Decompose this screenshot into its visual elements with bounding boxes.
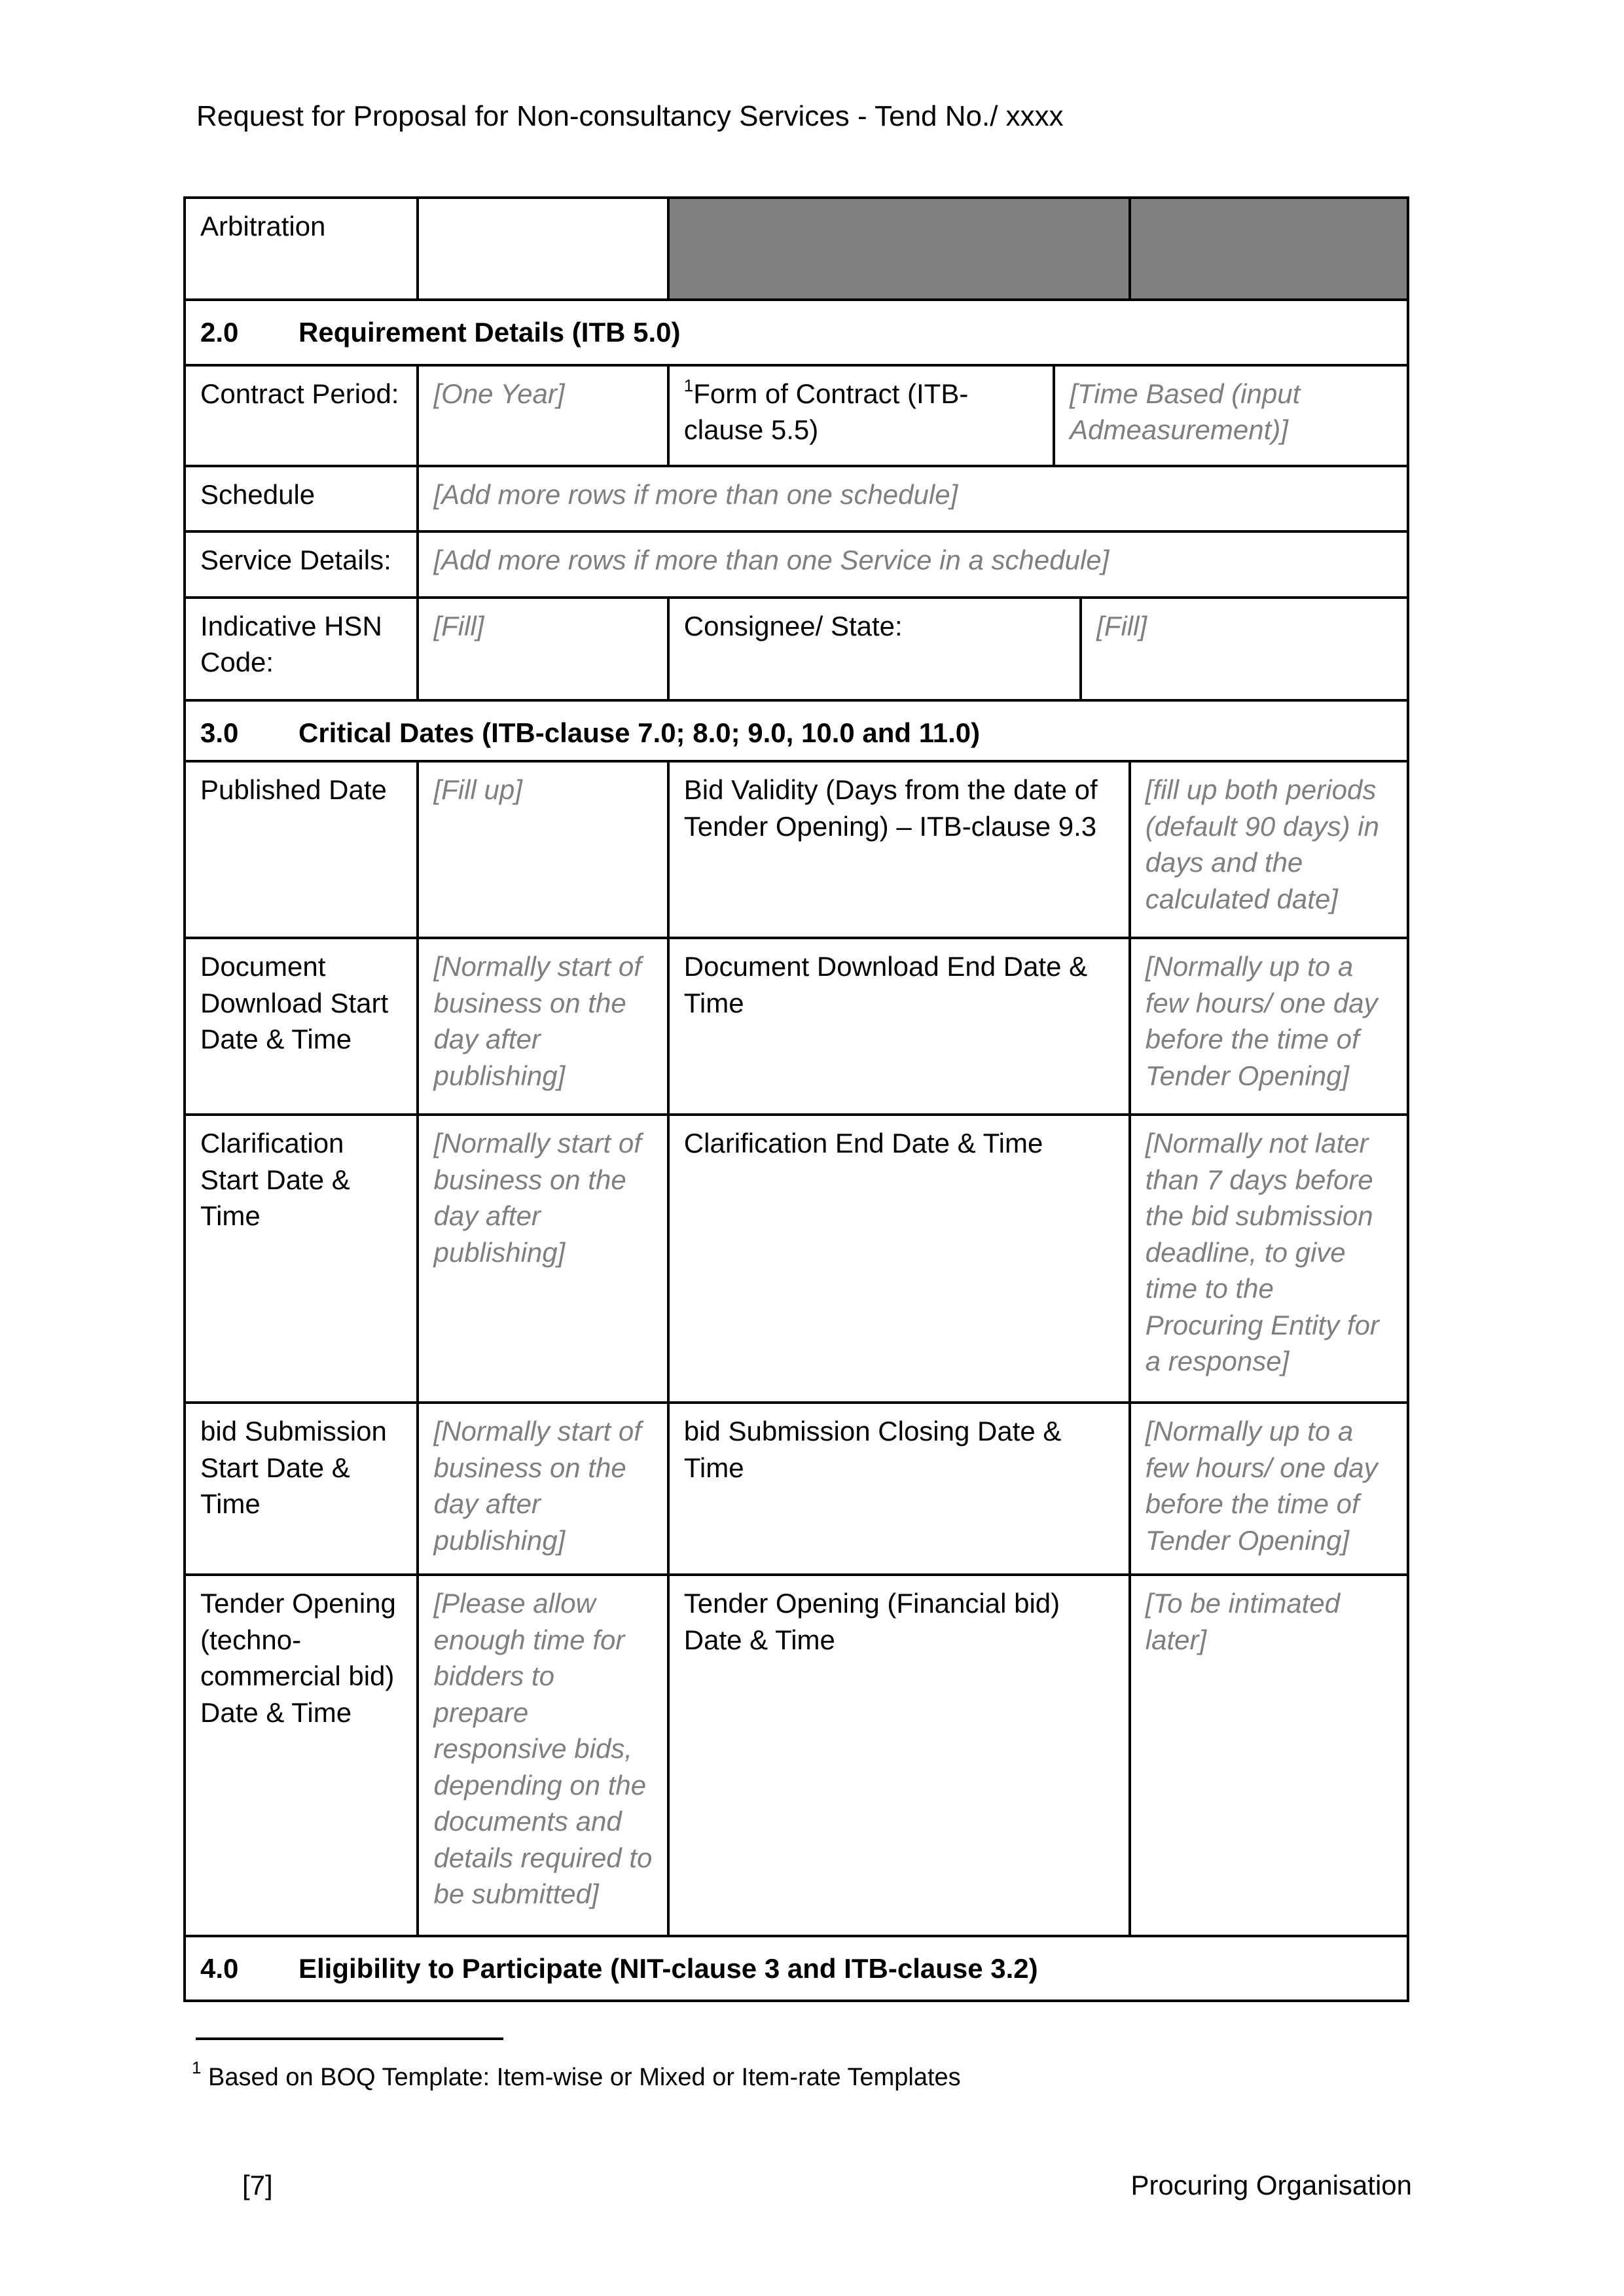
section-2-heading [186, 301, 1407, 364]
footnote-ref-1: 1 [683, 376, 694, 395]
arbitration-shaded-cell-2 [1128, 199, 1407, 298]
tender-opening-financial-value: [To be intimated later] [1128, 1576, 1407, 1935]
service-details-row [186, 530, 1407, 596]
bid-submission-start-value: [Normally start of business on the day after publishing] [416, 1404, 666, 1573]
rfp-details-table [183, 196, 1409, 2002]
section-4-heading [186, 1937, 1407, 2000]
tender-opening-techno-label: Tender Opening (techno-commercial bid) Date & Time [200, 1588, 396, 1728]
contract-period-label: Contract Period: [200, 378, 399, 409]
service-details-label: Service Details: [200, 545, 391, 575]
consignee-state-value: [Fill] [1079, 599, 1407, 699]
tender-opening-row [186, 1573, 1407, 1935]
section-2-row [186, 298, 1407, 364]
clarification-row [186, 1113, 1407, 1401]
clarification-end-value: [Normally not later than 7 days before the bid submission deadline, to give time to the Procuring Entity for a response] [1128, 1116, 1407, 1401]
doc-download-start-value: [Normally start of business on the day after publishing] [416, 939, 666, 1113]
schedule-row [186, 465, 1407, 530]
section-2-title: Requirement Details (ITB 5.0) [298, 317, 681, 348]
arbitration-shaded-cell-1 [667, 199, 1128, 298]
footer-page-number: [7] [242, 2170, 273, 2200]
contract-period-value: [One Year] [416, 367, 666, 465]
doc-download-start-label: Document Download Start Date & Time [200, 951, 389, 1055]
consignee-state-label: Consignee/ State: [667, 599, 1079, 699]
schedule-label: Schedule [200, 479, 316, 510]
clarification-start-value: [Normally start of business on the day after publishing] [416, 1116, 666, 1401]
service-details-value: [Add more rows if more than one Service in a schedule] [416, 533, 1407, 596]
form-of-contract-value: [Time Based (input Admeasurement)] [1053, 367, 1407, 465]
form-of-contract-text: Form of Contract (ITB-clause 5.5) [683, 378, 969, 446]
footnote-separator [196, 2037, 503, 2040]
published-date-value: [Fill up] [416, 762, 666, 937]
bid-submission-closing-label: bid Submission Closing Date & Time [667, 1404, 1128, 1573]
section-3-row [186, 699, 1407, 760]
tender-opening-financial-label: Tender Opening (Financial bid) Date & Time [667, 1576, 1128, 1935]
section-4-row [186, 1935, 1407, 2000]
published-date-row [186, 760, 1407, 937]
bid-submission-closing-value: [Normally up to a few hours/ one day before the time of Tender Opening] [1128, 1404, 1407, 1573]
contract-period-row [186, 364, 1407, 465]
arbitration-empty-cell [416, 199, 666, 298]
schedule-value: [Add more rows if more than one schedule] [416, 467, 1407, 530]
arbitration-label-cell: Arbitration [200, 211, 326, 242]
published-date-label: Published Date [200, 774, 387, 806]
section-2-number: 2.0 [200, 317, 239, 348]
section-4-number: 4.0 [200, 1953, 239, 1984]
bid-submission-start-label: bid Submission Start Date & Time [200, 1416, 387, 1520]
document-download-row [186, 937, 1407, 1113]
clarification-end-label: Clarification End Date & Time [667, 1116, 1128, 1401]
hsn-code-value: [Fill] [416, 599, 666, 699]
section-3-heading [186, 702, 1407, 760]
footer-organisation: Procuring Organisation [1130, 2170, 1412, 2200]
footnote-marker: 1 [192, 2058, 202, 2077]
page-header-title: Request for Proposal for Non-consultancy Services - Tend No./ xxxx [196, 100, 1064, 132]
hsn-code-label: Indicative HSN Code: [200, 611, 382, 678]
bid-submission-row [186, 1401, 1407, 1573]
tender-opening-techno-value: [Please allow enough time for bidders to prepare responsive bids, depending on the documents and details required to be submitted] [416, 1576, 666, 1935]
arbitration-row [186, 199, 1407, 298]
section-4-title: Eligibility to Participate (NIT-clause 3 and ITB-clause 3.2) [298, 1953, 1038, 1984]
doc-download-end-label: Document Download End Date & Time [667, 939, 1128, 1113]
doc-download-end-value: [Normally up to a few hours/ one day before the time of Tender Opening] [1128, 939, 1407, 1113]
section-3-title: Critical Dates (ITB-clause 7.0; 8.0; 9.0, 10.0 and 11.0) [298, 717, 981, 748]
bid-validity-label: Bid Validity (Days from the date of Tender Opening) – ITB-clause 9.3 [667, 762, 1128, 937]
form-of-contract-label [667, 367, 1053, 465]
bid-validity-value: [fill up both periods (default 90 days) in days and the calculated date] [1128, 762, 1407, 937]
footnote-content: Based on BOQ Template: Item-wise or Mixed or Item-rate Templates [201, 2064, 961, 2091]
footnote [192, 2058, 961, 2094]
hsn-code-row [186, 596, 1407, 699]
section-3-number: 3.0 [200, 717, 239, 748]
clarification-start-label: Clarification Start Date & Time [200, 1128, 350, 1232]
